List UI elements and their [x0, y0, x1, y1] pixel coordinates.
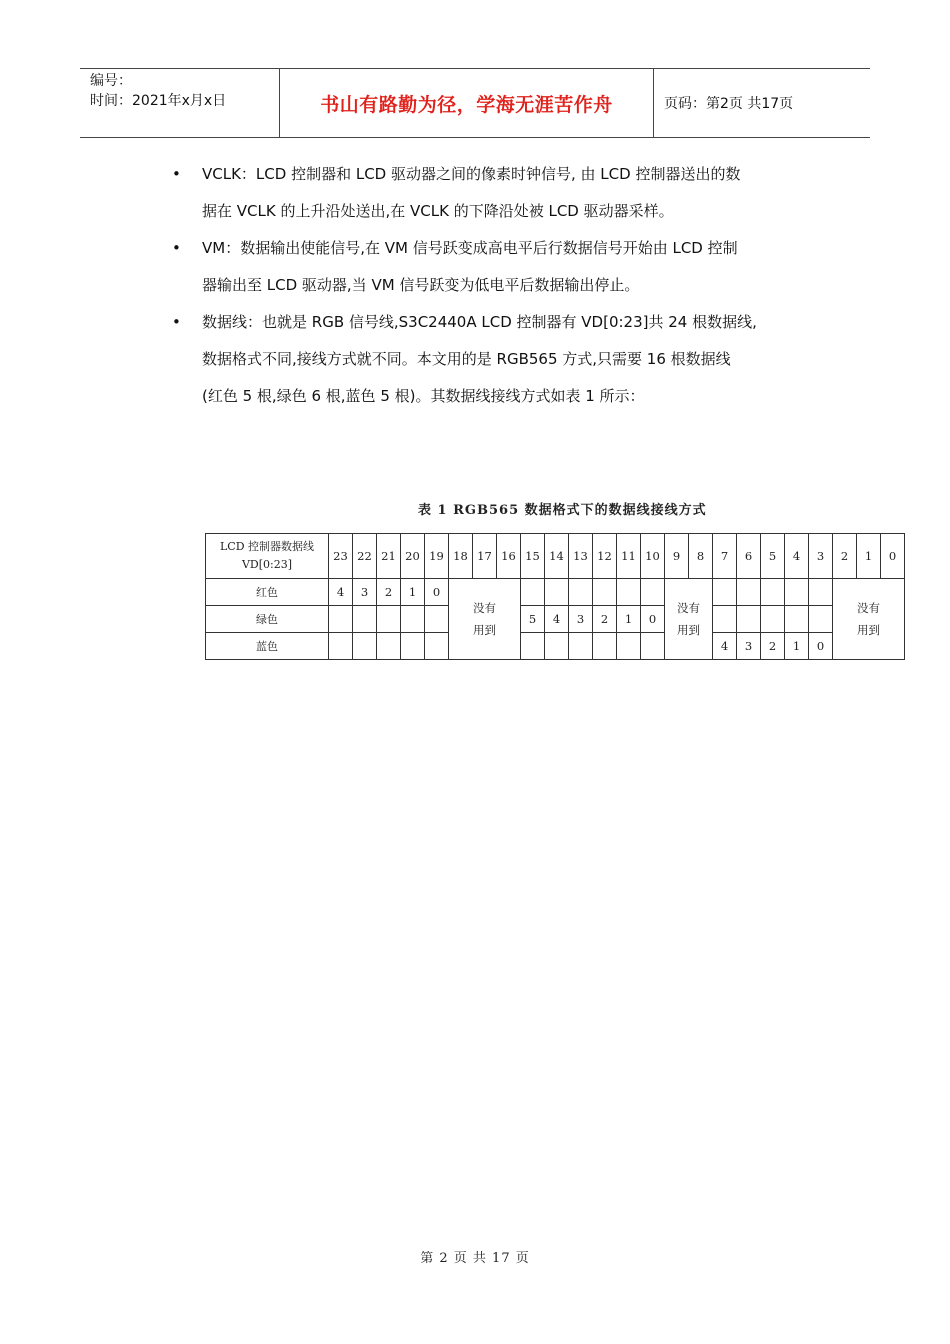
col-header: 4	[785, 534, 809, 579]
table-cell	[353, 606, 377, 633]
bullet-text-line: (红色 5 根,绿色 6 根,蓝色 5 根)。其数据线接线方式如表 1 所示：	[202, 387, 645, 405]
header-label-line: VD[0:23]	[241, 558, 293, 571]
table-cell: 3	[569, 606, 593, 633]
header-motto: 书山有路勤为径，学海无涯苦作舟	[280, 69, 654, 137]
header-label-cell	[206, 534, 329, 579]
bullet-text-line: 数据线：也就是 RGB 信号线,S3C2440A LCD 控制器有 VD[0:23]共 24 根数据线,	[202, 313, 757, 331]
table-cell	[617, 579, 641, 606]
table-cell	[545, 579, 569, 606]
unused-cell	[665, 579, 713, 660]
col-header: 7	[713, 534, 737, 579]
header-meta	[80, 69, 280, 137]
table-cell	[521, 633, 545, 660]
unused-label: 用到	[473, 623, 496, 637]
date-label: 时间：2021年x月x日	[90, 93, 227, 109]
table-cell	[569, 579, 593, 606]
table-cell: 0	[641, 606, 665, 633]
table-cell: 2	[593, 606, 617, 633]
table-cell	[809, 606, 833, 633]
col-header: 15	[521, 534, 545, 579]
table-cell	[593, 633, 617, 660]
unused-label: 没有	[857, 601, 880, 615]
row-label: 蓝色	[206, 633, 329, 660]
bullet-list	[172, 156, 822, 415]
table-cell: 4	[713, 633, 737, 660]
document-header	[80, 68, 870, 138]
table-cell: 2	[377, 579, 401, 606]
col-header: 21	[377, 534, 401, 579]
unused-label: 用到	[857, 623, 880, 637]
col-header: 23	[329, 534, 353, 579]
table-cell	[569, 633, 593, 660]
table-caption: 表 1 RGB565 数据格式下的数据线接线方式	[418, 503, 707, 518]
table-cell: 0	[425, 579, 449, 606]
table-cell	[761, 579, 785, 606]
table-cell	[545, 633, 569, 660]
table-cell	[593, 579, 617, 606]
col-header: 8	[689, 534, 713, 579]
code-label: 编号：	[90, 73, 132, 89]
col-header: 16	[497, 534, 521, 579]
table-cell: 1	[401, 579, 425, 606]
unused-label: 用到	[677, 623, 700, 637]
table-cell	[377, 606, 401, 633]
table-cell	[737, 579, 761, 606]
col-header: 17	[473, 534, 497, 579]
bullet-vclk	[172, 156, 822, 230]
col-header: 14	[545, 534, 569, 579]
table-cell	[809, 579, 833, 606]
wiring-table	[205, 533, 905, 660]
col-header: 3	[809, 534, 833, 579]
bullet-text-line: VCLK：LCD 控制器和 LCD 驱动器之间的像素时钟信号, 由 LCD 控制器送出的数	[202, 165, 741, 183]
bullet-dot-icon: •	[172, 165, 181, 183]
table-cell	[641, 633, 665, 660]
table-cell	[401, 606, 425, 633]
col-header: 11	[617, 534, 641, 579]
col-header: 1	[857, 534, 881, 579]
table-cell: 1	[617, 606, 641, 633]
table-cell	[377, 633, 401, 660]
table-cell: 5	[521, 606, 545, 633]
table-cell	[641, 579, 665, 606]
table-cell: 1	[785, 633, 809, 660]
header-page-info: 页码：第2页 共17页	[664, 96, 794, 112]
table-header-row	[206, 534, 905, 579]
col-header: 12	[593, 534, 617, 579]
table-cell	[329, 633, 353, 660]
table-row-red	[206, 579, 905, 606]
row-label: 红色	[206, 579, 329, 606]
col-header: 6	[737, 534, 761, 579]
bullet-vm	[172, 230, 822, 304]
bullet-text-line: 据在 VCLK 的上升沿处送出,在 VCLK 的下降沿处被 LCD 驱动器采样。	[202, 202, 674, 220]
col-header: 20	[401, 534, 425, 579]
col-header: 13	[569, 534, 593, 579]
table-row-green	[206, 606, 905, 633]
table-cell	[329, 606, 353, 633]
table-cell	[425, 633, 449, 660]
unused-cell	[833, 579, 905, 660]
col-header: 0	[881, 534, 905, 579]
table-cell	[713, 579, 737, 606]
table-cell: 3	[353, 579, 377, 606]
table-cell: 3	[737, 633, 761, 660]
table-cell	[353, 633, 377, 660]
col-header: 22	[353, 534, 377, 579]
bullet-text-line: 器输出至 LCD 驱动器,当 VM 信号跃变为低电平后数据输出停止。	[202, 276, 640, 294]
table-cell: 0	[809, 633, 833, 660]
col-header: 10	[641, 534, 665, 579]
bullet-data-lines	[172, 304, 822, 415]
bullet-text-line: VM：数据输出使能信号,在 VM 信号跃变成高电平后行数据信号开始由 LCD 控制	[202, 239, 738, 257]
unused-label: 没有	[473, 601, 496, 615]
table-cell: 4	[545, 606, 569, 633]
table-cell	[737, 606, 761, 633]
table-cell	[521, 579, 545, 606]
table-cell	[617, 633, 641, 660]
table-row-blue	[206, 633, 905, 660]
col-header: 5	[761, 534, 785, 579]
page-footer: 第 2 页 共 17 页	[420, 1251, 530, 1266]
row-label: 绿色	[206, 606, 329, 633]
col-header: 9	[665, 534, 689, 579]
table-cell: 2	[761, 633, 785, 660]
bullet-dot-icon: •	[172, 313, 181, 331]
bullet-text-line: 数据格式不同,接线方式就不同。本文用的是 RGB565 方式,只需要 16 根数据线	[202, 350, 731, 368]
col-header: 19	[425, 534, 449, 579]
bullet-dot-icon: •	[172, 239, 181, 257]
table-cell	[713, 606, 737, 633]
col-header: 2	[833, 534, 857, 579]
unused-label: 没有	[677, 601, 700, 615]
col-header: 18	[449, 534, 473, 579]
table-cell	[401, 633, 425, 660]
table-cell	[425, 606, 449, 633]
unused-cell	[449, 579, 521, 660]
table-cell	[785, 579, 809, 606]
table-cell: 4	[329, 579, 353, 606]
table-cell	[785, 606, 809, 633]
table-cell	[761, 606, 785, 633]
header-label-line: LCD 控制器数据线	[219, 540, 315, 553]
